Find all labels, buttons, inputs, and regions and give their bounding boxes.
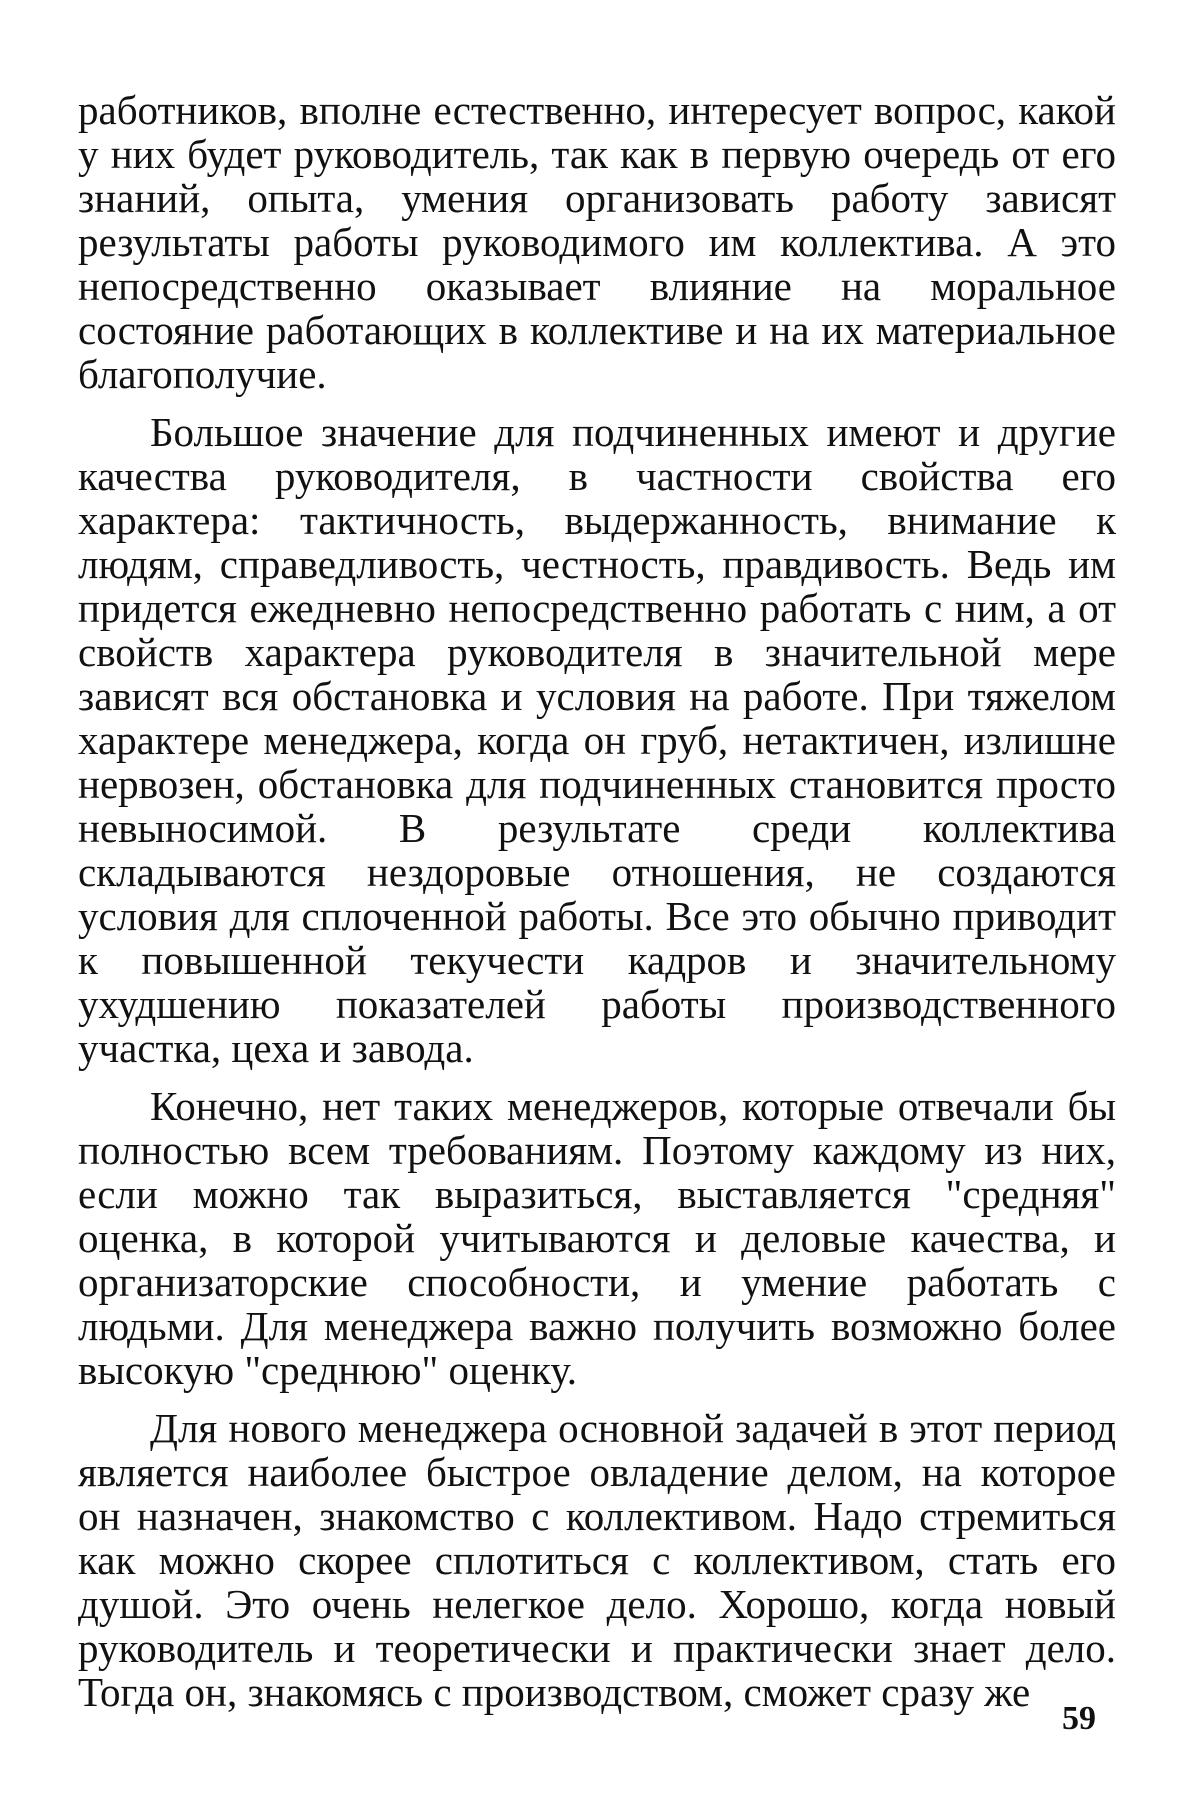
body-text xyxy=(78,88,1116,1714)
paragraph-3: Конечно, нет таких менеджеров, которые отвечали бы полностью всем требованиям. Поэтому каждому из них, если можно так выразиться, выставляется "средняя" оценка, в которой учитываются и деловые качества, и организаторские способности, и умение работать с людьми. Для менеджера важно получить возможно более высокую "среднюю" оценку. xyxy=(78,1083,1116,1393)
page-number: 59 xyxy=(1062,1700,1096,1737)
paragraph-4: Для нового менеджера основной задачей в этот период является наиболее быстрое овладение делом, на которое он назначен, знакомство с коллективом. Надо стремиться как можно скорее сплотиться с коллективом, стать его душой. Это очень нелегкое дело. Хорошо, когда новый руководитель и теоретически и практически знает дело. Тогда он, знакомясь с производством, сможет сразу же xyxy=(78,1405,1116,1715)
paragraph-2: Большое значение для подчиненных имеют и другие качества руководителя, в частности свойства его характера: тактичность, выдержанность, внимание к людям, справедливость, честность, правдивость. Ведь им придется ежедневно непосредственно работать с ним, а от свойств характера руководителя в значительной мере зависят вся обстановка и условия на работе. При тяжелом характере менеджера, когда он груб, нетактичен, излишне нервозен, обстановка для подчиненных становится просто невыносимой. В результате среди коллектива складываются нездоровые отношения, не создаются условия для сплоченной работы. Все это обычно приводит к повышенной текучести кадров и значительному ухудшению показателей работы производственного участка, цеха и завода. xyxy=(78,409,1116,1071)
paragraph-1: работников, вполне естественно, интересует вопрос, какой у них будет руководитель, так как в первую очередь от его знаний, опыта, умения организовать работу зависят результаты работы руководимого им коллектива. А это непосредственно оказывает влияние на моральное состояние работающих в коллективе и на их материальное благополучие. xyxy=(78,87,1116,397)
